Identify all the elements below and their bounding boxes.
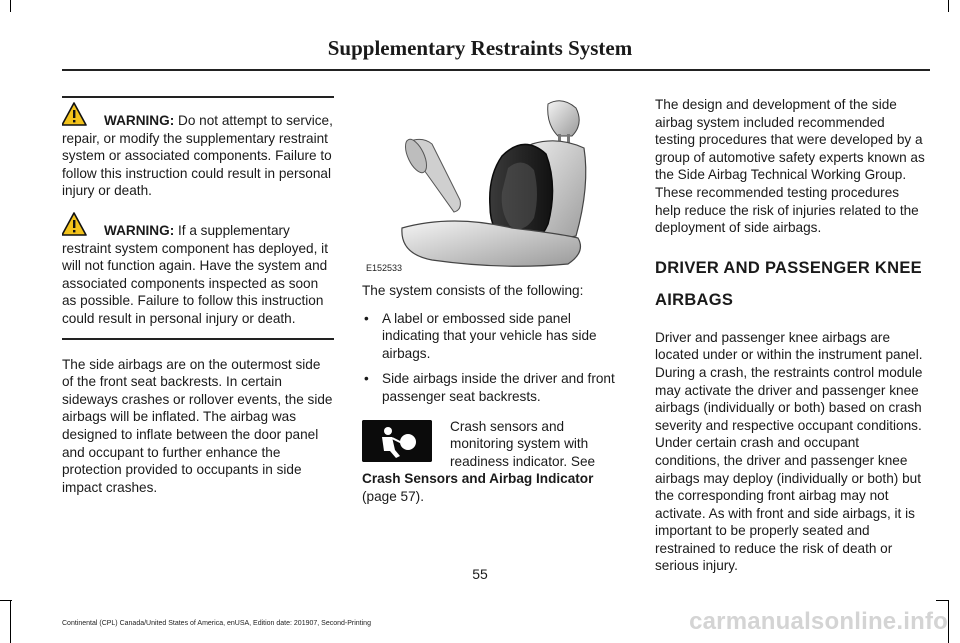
page-number: 55: [472, 566, 488, 582]
heading-line-1: DRIVER AND PASSENGER KNEE: [655, 258, 922, 277]
knee-airbags-paragraph: Driver and passenger knee airbags are located under or within the instrument panel. During a crash, the restraints control module may activate the driver and passenger knee airbags (individually or both) based on crash severity and respective occupant conditions. Under certain crash and occupant conditions, the driver and passenger knee airbags may deploy (individually or both) but the corresponding front airbag may not activate. As with front and side airbags, it is important to be properly seated and restrained to reduce the risk of death or serious injury.: [655, 329, 923, 574]
footer-edition: Continental (CPL) Canada/United States of America, enUSA, Edition date: 201907, Second-Printing: [62, 620, 371, 627]
title-rule: [62, 69, 930, 71]
watermark: carmanualsonline.info: [689, 608, 948, 635]
warning-triangle-icon: [62, 102, 102, 126]
crop-mark: [948, 0, 949, 12]
warning-box: [62, 96, 334, 340]
figure-code: E152533: [366, 263, 403, 273]
indicator-text: Crash sensors and monitoring system with readiness indicator. See: [450, 418, 596, 469]
heading-line-2: AIRBAGS: [655, 290, 734, 309]
side-airbag-design-paragraph: The design and development of the side airbag system included recommended testing procedures that were developed by a group of automotive safety experts known as the Side Airbag Technical Working Group. These recommended testing procedures help reduce the risk of injuries related to the deployment of side airbags.: [655, 97, 925, 236]
warning-label: WARNING:: [104, 113, 175, 128]
warning-triangle-icon: [62, 212, 102, 236]
crop-mark: [10, 0, 11, 12]
column-left: [62, 96, 334, 496]
seat-with-side-airbag-icon: [362, 96, 628, 272]
airbag-indicator-icon: [362, 420, 432, 462]
warning-label: WARNING:: [104, 222, 175, 238]
indicator-note: [362, 418, 628, 506]
list-item: • A label or embossed side panel indicating that your vehicle has side airbags.: [362, 310, 628, 363]
system-intro: The system consists of the following:: [362, 283, 584, 298]
crop-mark: [0, 600, 12, 601]
indicator-page-ref: (page 57).: [362, 488, 424, 504]
crop-mark: [936, 600, 948, 601]
column-middle: [362, 96, 628, 506]
system-components-list: [362, 310, 628, 406]
crash-sensors-link[interactable]: Crash Sensors and Airbag Indicator: [362, 471, 594, 487]
crop-mark: [10, 600, 11, 643]
list-item: • Side airbags inside the driver and front passenger seat backrests.: [362, 370, 628, 405]
warning-text: Do not attempt to service, repair, or modify the supplementary restraint system or associated components. Failure to follow this instruction could result in personal injury or death.: [62, 113, 333, 199]
side-airbag-description: The side airbags are on the outermost side of the front seat backrests. In certain sideways crashes or rollover events, the side airbags will be inflated. The airbag was designed to inflate between the door panel and occupant to further enhance the protection provided to occupants in side impact crashes.: [62, 356, 333, 495]
column-right: [655, 96, 927, 575]
warning-2: [62, 222, 334, 328]
warning-1: [62, 112, 334, 200]
knee-airbags-heading: [655, 255, 927, 313]
crop-mark: [948, 600, 949, 643]
seat-airbag-illustration: [362, 96, 628, 272]
warning-text: If a supplementary restraint system component has deployed, it will not function again. Have the system and associated components inspected as soon as possible. Failure to follow this instruction could result in personal injury or death.: [62, 222, 328, 326]
page-title: Supplementary Restraints System: [327, 36, 633, 60]
